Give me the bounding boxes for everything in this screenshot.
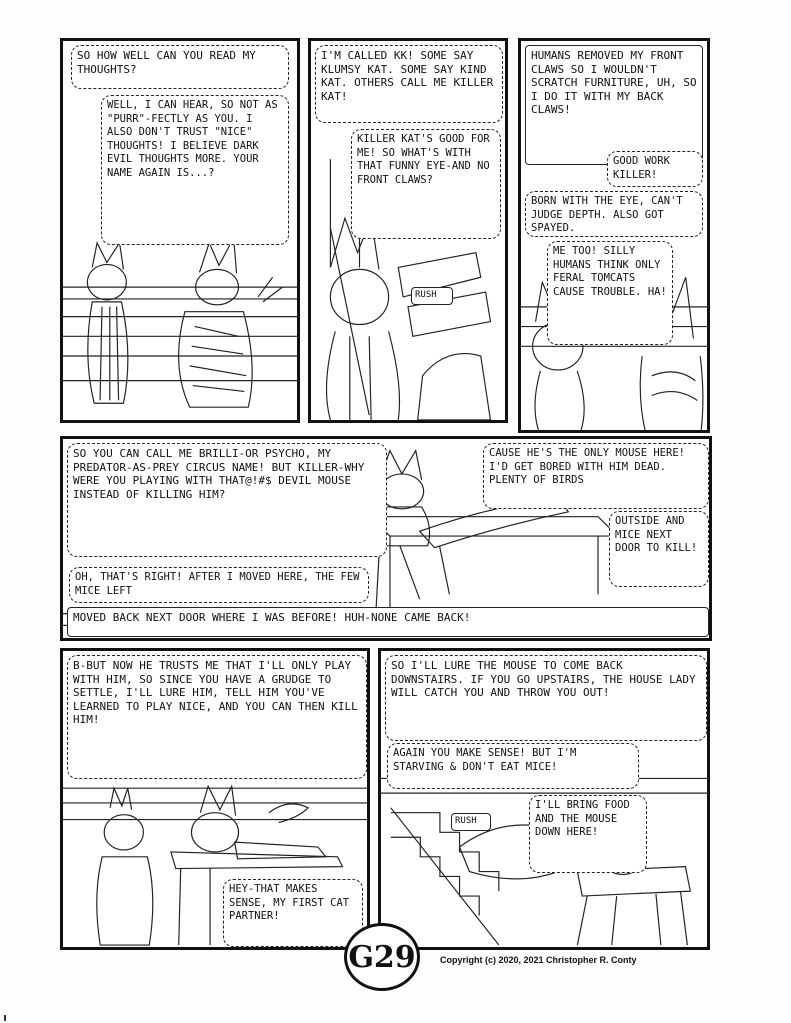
copyright-notice: Copyright (c) 2020, 2021 Christopher R. Conty: [440, 955, 637, 965]
thought-bubble: I'LL BRING FOOD AND THE MOUSE DOWN HERE!: [529, 795, 647, 873]
thought-bubble: ME TOO! SILLY HUMANS THINK ONLY FERAL TOMCATS CAUSE TROUBLE. HA!: [547, 241, 673, 345]
panel-4: [60, 436, 712, 641]
speech-bubble: SO YOU CAN CALL ME BRILLI-OR PSYCHO, MY PREDATOR-AS-PREY CIRCUS NAME! BUT KILLER-WHY WERE YOU PLAYING WITH THAT@!#$ DEVIL MOUSE INSTEAD OF KILLING HIM?: [67, 443, 387, 557]
box-label: RUSH: [451, 813, 491, 831]
thought-bubble: OH, THAT'S RIGHT! AFTER I MOVED HERE, THE FEW MICE LEFT: [69, 567, 369, 603]
thought-bubble: OUTSIDE AND MICE NEXT DOOR TO KILL!: [609, 511, 709, 587]
panel-2: [308, 38, 508, 423]
thought-bubble: WELL, I CAN HEAR, SO NOT AS "PURR"-FECTLY AS YOU. I ALSO DON'T TRUST "NICE" THOUGHTS! I BELIEVE DARK EVIL THOUGHTS MORE. YOUR NAME AGAIN IS...?: [101, 95, 289, 245]
panel-5: [60, 648, 370, 950]
thought-bubble: GOOD WORK KILLER!: [607, 151, 703, 187]
page-number: G29: [344, 923, 420, 991]
speech-bubble: B-BUT NOW HE TRUSTS ME THAT I'LL ONLY PLAY WITH HIM, SO SINCE YOU HAVE A GRUDGE TO SETTLE, I'LL LURE HIM, TELL HIM YOU'VE LEARNED TO PLAY NICE, AND YOU CAN THEN KILL HIM!: [67, 655, 367, 779]
thought-bubble: HEY-THAT MAKES SENSE, MY FIRST CAT PARTNER!: [223, 879, 363, 947]
thought-bubble: BORN WITH THE EYE, CAN'T JUDGE DEPTH. ALSO GOT SPAYED.: [525, 191, 703, 237]
speech-bubble: SO HOW WELL CAN YOU READ MY THOUGHTS?: [71, 45, 289, 89]
panel-3: [518, 38, 710, 433]
panel-6: [378, 648, 710, 950]
thought-bubble: KILLER KAT'S GOOD FOR ME! SO WHAT'S WITH THAT FUNNY EYE-AND NO FRONT CLAWS?: [351, 129, 501, 239]
caption-box: MOVED BACK NEXT DOOR WHERE I WAS BEFORE! HUH-NONE CAME BACK!: [67, 607, 709, 637]
box-label: RUSH: [411, 287, 453, 305]
thought-bubble: AGAIN YOU MAKE SENSE! BUT I'M STARVING & DON'T EAT MICE!: [387, 743, 639, 789]
speech-bubble: SO I'LL LURE THE MOUSE TO COME BACK DOWNSTAIRS. IF YOU GO UPSTAIRS, THE HOUSE LADY WILL CATCH YOU AND THROW YOU OUT!: [385, 655, 707, 741]
panel-1: [60, 38, 300, 423]
scan-mark: [4, 1015, 6, 1021]
speech-bubble: I'M CALLED KK! SOME SAY KLUMSY KAT. SOME SAY KIND KAT. OTHERS CALL ME KILLER KAT!: [315, 45, 503, 123]
thought-bubble: CAUSE HE'S THE ONLY MOUSE HERE! I'D GET BORED WITH HIM DEAD. PLENTY OF BIRDS: [483, 443, 709, 509]
caption-box: HUMANS REMOVED MY FRONT CLAWS SO I WOULDN'T SCRATCH FURNITURE, UH, SO I DO IT WITH MY BACK CLAWS!: [525, 45, 703, 165]
